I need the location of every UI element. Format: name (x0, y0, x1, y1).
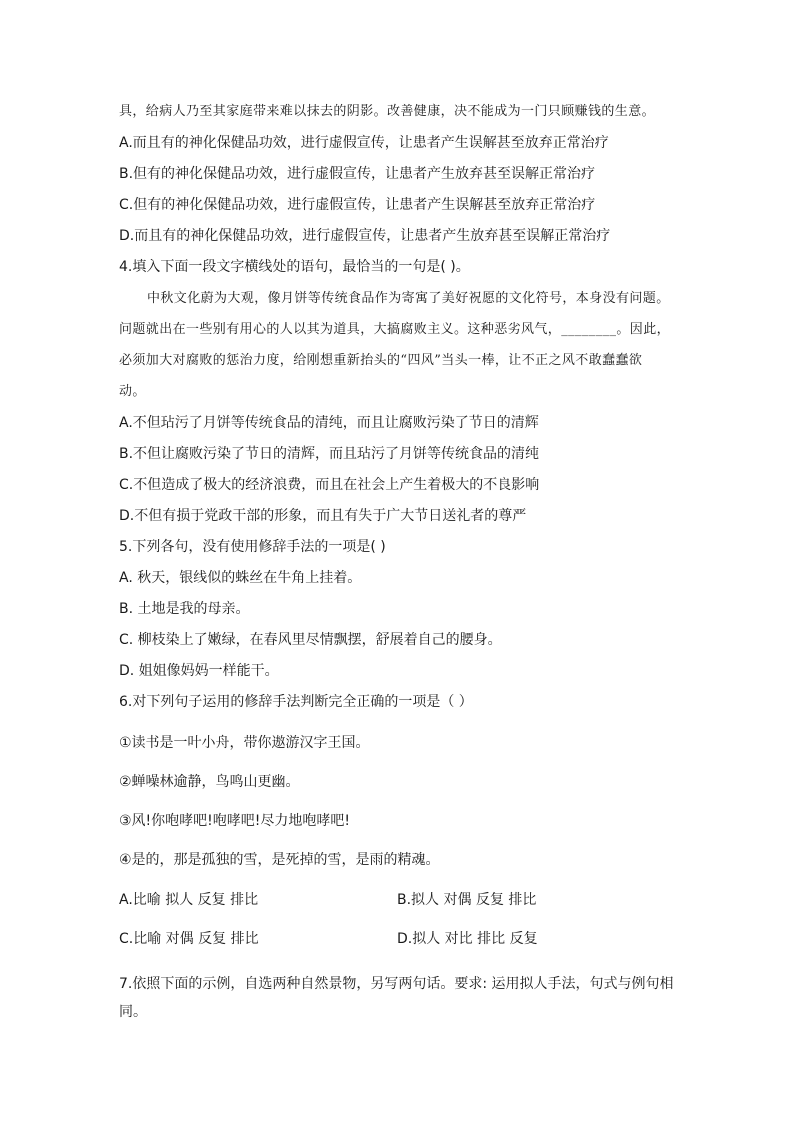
q3-option-a: A.而且有的神化保健品功效，进行虚假宣传，让患者产生误解甚至放弃正常治疗 (119, 135, 609, 151)
q3-option-d: D.而且有的神化保健品功效，进行虚假宣传，让患者产生放弃甚至误解正常治疗 (119, 228, 611, 244)
q6-sentence-2: ②蝉噪林逾静，鸟鸣山更幽。 (119, 774, 300, 790)
q4-passage-line-2: 问题就出在一些别有用心的人以其为道具，大搞腐败主义。这种恶劣风气，________。因此， (119, 322, 671, 337)
q4-option-b: B.不但让腐败污染了节日的清辉，而且玷污了月饼等传统食品的清纯 (119, 446, 540, 462)
q7-stem: 7.依照下面的示例，自选两种自然景物，另写两句话。要求: 运用拟人手法，句式与例句相同。 (119, 976, 674, 1020)
q4-option-d: D.不但有损于党政干部的形象，而且有失于广大节日送礼者的尊严 (119, 508, 527, 524)
q5-option-c: C. 柳枝染上了嫩绿，在春风里尽情飘摆，舒展着自己的腰身。 (119, 632, 502, 648)
q5-option-b: B. 土地是我的母亲。 (119, 601, 250, 617)
q3-option-c: C.但有的神化保健品功效，进行虚假宣传，让患者产生误解甚至放弃正常治疗 (119, 197, 596, 213)
q6-option-b: B.拟人 对偶 反复 排比 (397, 892, 537, 908)
q4-option-a: A.不但玷污了月饼等传统食品的清纯，而且让腐败污染了节日的清辉 (119, 415, 539, 431)
q6-sentence-1: ①读书是一叶小舟，带你遨游汉字王国。 (119, 735, 370, 751)
q6-option-d: D.拟人 对比 排比 反复 (397, 931, 538, 947)
q6-option-c: C.比喻 对偶 反复 排比 (119, 931, 259, 947)
q4-passage-line-4: 动。 (119, 384, 146, 399)
q4-option-c: C.不但造成了极大的经济浪费，而且在社会上产生着极大的不良影响 (119, 477, 540, 493)
q4-passage-line-1: 中秋文化蔚为大观，像月饼等传统食品作为寄寓了美好祝愿的文化符号，本身没有问题。 (147, 291, 670, 306)
q6-sentence-3: ③风!你咆哮吧!咆哮吧!尽力地咆哮吧! (119, 813, 350, 829)
q5-stem: 5.下列各句，没有使用修辞手法的一项是( ) (119, 539, 386, 555)
q6-option-a: A.比喻 拟人 反复 排比 (119, 892, 259, 908)
q5-option-d: D. 姐姐像妈妈一样能干。 (119, 663, 279, 679)
q4-stem: 4.填入下面一段文字横线处的语句，最恰当的一句是( )。 (119, 259, 470, 275)
q6-stem: 6.对下列句子运用的修辞手法判断完全正确的一项是（ ） (119, 694, 473, 710)
q6-sentence-4: ④是的，那是孤独的雪，是死掉的雪，是雨的精魂。 (119, 852, 440, 868)
q4-passage-line-3: 必须加大对腐败的惩治力度，给刚想重新抬头的“四风”当头一棒，让不正之风不敢蠢蠢欲 (119, 353, 643, 368)
q3-option-b: B.但有的神化保健品功效，进行虚假宣传，让患者产生放弃甚至误解正常治疗 (119, 166, 596, 182)
q3-passage-tail: 具，给病人乃至其家庭带来难以抹去的阴影。改善健康，决不能成为一门只顾赚钱的生意。 (119, 104, 656, 119)
q5-option-a: A. 秋天，银线似的蛛丝在牛角上挂着。 (119, 570, 362, 586)
